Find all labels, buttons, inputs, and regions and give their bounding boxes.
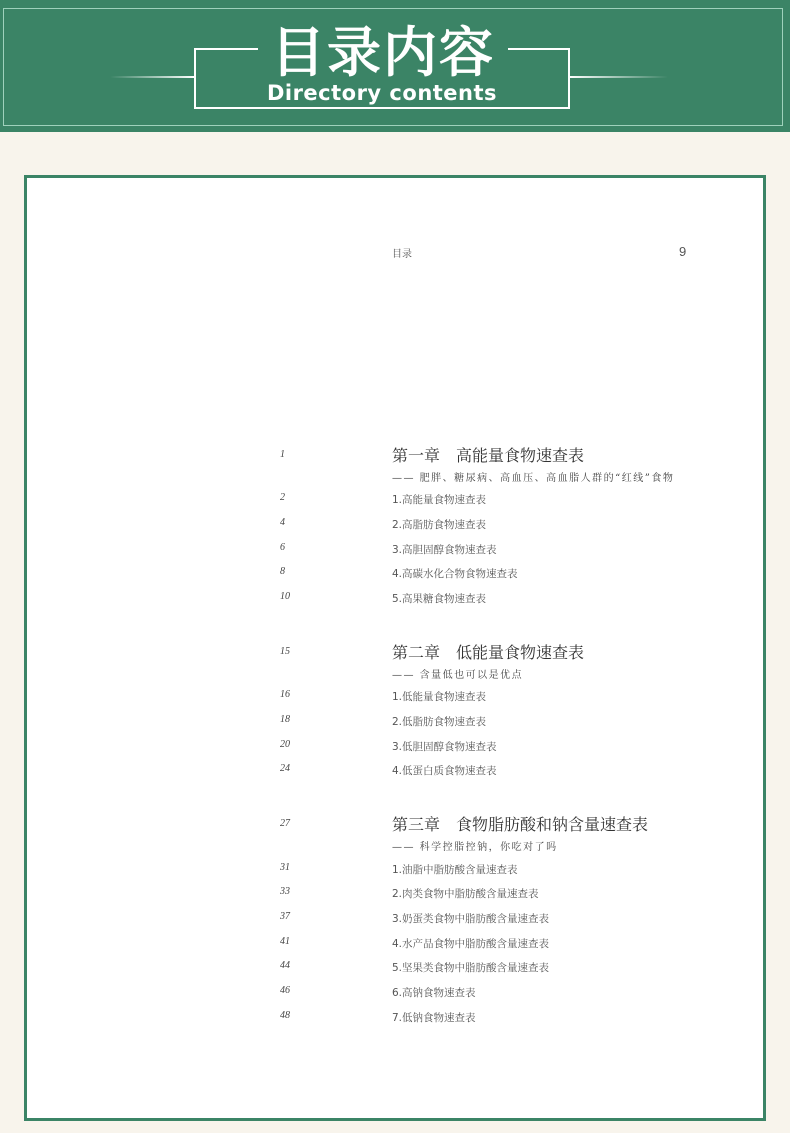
toc-item-page: 31: [280, 862, 290, 873]
toc-item-label: 3.低胆固醇食物速查表: [392, 741, 497, 753]
chapter-page-number: 15: [280, 646, 290, 657]
header-banner: [0, 0, 790, 132]
banner-decor-line-right: [570, 76, 668, 78]
toc-item-page: 37: [280, 911, 290, 922]
toc-item-page: 8: [280, 566, 285, 577]
toc-item-label: 3.奶蛋类食物中脂肪酸含量速查表: [392, 913, 550, 925]
toc-item-page: 41: [280, 936, 290, 947]
toc-item-label: 3.高胆固醇食物速查表: [392, 544, 497, 556]
banner-subtitle: Directory contents: [266, 81, 498, 105]
chapter-title: 第一章 高能量食物速查表: [392, 446, 585, 465]
toc-item-label: 4.低蛋白质食物速查表: [392, 765, 497, 777]
banner-title: 目录内容: [258, 20, 508, 86]
toc-item-label: 4.水产品食物中脂肪酸含量速查表: [392, 938, 550, 950]
toc-item-label: 2.低脂肪食物速查表: [392, 716, 487, 728]
toc-page: [24, 175, 766, 1121]
toc-item-page: 10: [280, 591, 290, 602]
toc-item-page: 2: [280, 492, 285, 503]
chapter-page-number: 1: [280, 449, 285, 460]
chapter-subtitle: —— 科学控脂控钠，你吃对了吗: [392, 842, 558, 853]
toc-item-page: 33: [280, 886, 290, 897]
toc-item-label: 6.高钠食物速查表: [392, 987, 476, 999]
toc-item-label: 2.肉类食物中脂肪酸含量速查表: [392, 888, 539, 900]
toc-item-label: 2.高脂肪食物速查表: [392, 519, 487, 531]
toc-item-label: 5.高果糖食物速查表: [392, 593, 487, 605]
toc-item-page: 6: [280, 542, 285, 553]
toc-item-page: 24: [280, 763, 290, 774]
toc-item-page: 20: [280, 739, 290, 750]
toc-item-page: 46: [280, 985, 290, 996]
chapter-subtitle: —— 含量低也可以是优点: [392, 670, 524, 681]
chapter-subtitle: —— 肥胖、糖尿病、高血压、高血脂人群的“红线”食物: [392, 473, 675, 484]
page-number: 9: [679, 244, 687, 259]
toc-item-label: 4.高碳水化合物食物速查表: [392, 568, 518, 580]
toc-item-page: 4: [280, 517, 285, 528]
toc-item-page: 44: [280, 960, 290, 971]
toc-item-page: 16: [280, 689, 290, 700]
chapter-title: 第三章 食物脂肪酸和钠含量速查表: [392, 815, 649, 834]
toc-item-label: 1.高能量食物速查表: [392, 494, 487, 506]
toc-item-label: 7.低钠食物速查表: [392, 1012, 476, 1024]
toc-item-label: 1.油脂中脂肪酸含量速查表: [392, 864, 518, 876]
toc-item-label: 5.坚果类食物中脂肪酸含量速查表: [392, 962, 550, 974]
banner-decor-line-left: [110, 76, 194, 78]
chapter-page-number: 27: [280, 818, 290, 829]
toc-item-label: 1.低能量食物速查表: [392, 691, 487, 703]
toc-item-page: 48: [280, 1010, 290, 1021]
page-header-label: 目录: [392, 249, 412, 260]
chapter-title: 第二章 低能量食物速查表: [392, 643, 585, 662]
toc-item-page: 18: [280, 714, 290, 725]
